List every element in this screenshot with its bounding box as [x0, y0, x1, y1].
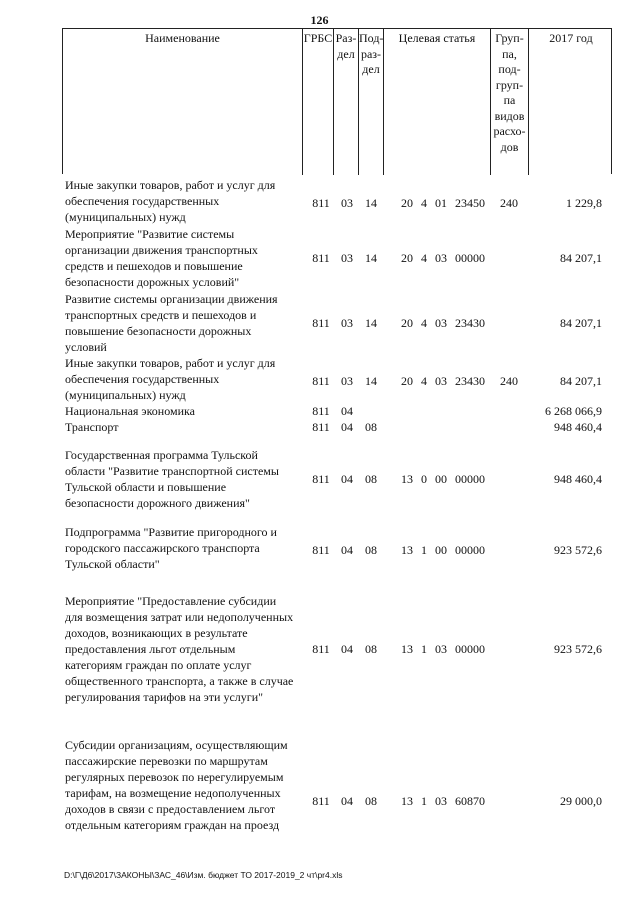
row-target-program: 20	[401, 251, 413, 265]
table-row	[62, 403, 612, 419]
table-row	[62, 447, 612, 511]
row-razdel: 04	[341, 472, 353, 486]
row-target-subprogram: 4	[421, 251, 427, 265]
row-razdel: 03	[341, 374, 353, 388]
row-target-program: 20	[401, 316, 413, 330]
row-target-event: 03	[435, 374, 447, 388]
header-name: Наименование	[63, 29, 303, 175]
row-amount: 29 000,0	[560, 794, 602, 808]
header-grbs: ГРБС	[303, 29, 334, 175]
footer-file-path: D:\Г\Д6\2017\ЗАКОНЫ\ЗАС_46\Изм. бюджет ТО 2017-2019_2 чт\pr4.xls	[64, 870, 343, 880]
table-row	[62, 593, 612, 705]
table-row	[62, 355, 612, 403]
row-podrazdel: 08	[365, 794, 377, 808]
row-amount: 948 460,4	[554, 472, 602, 486]
row-amount: 84 207,1	[560, 374, 602, 388]
row-target-program: 20	[401, 374, 413, 388]
row-amount: 923 572,6	[554, 642, 602, 656]
row-target-direction: 23430	[455, 374, 485, 388]
row-target-subprogram: 4	[421, 196, 427, 210]
row-group: 240	[500, 374, 518, 388]
row-name: Иные закупки товаров, работ и услуг для обеспечения государственных (муниципальных) нужд	[65, 356, 276, 402]
row-podrazdel: 14	[365, 374, 377, 388]
row-target-direction: 23430	[455, 316, 485, 330]
row-grbs: 811	[312, 316, 330, 330]
row-target-event: 03	[435, 642, 447, 656]
row-grbs: 811	[312, 420, 330, 434]
row-grbs: 811	[312, 472, 330, 486]
row-target-subprogram: 0	[421, 472, 427, 486]
row-podrazdel: 08	[365, 420, 377, 434]
row-grbs: 811	[312, 794, 330, 808]
row-target-direction: 00000	[455, 543, 485, 557]
table-row	[62, 419, 612, 435]
header-group: Груп- па, под- груп- па видов расхо- дов	[491, 29, 529, 175]
row-razdel: 03	[341, 316, 353, 330]
row-grbs: 811	[312, 196, 330, 210]
row-amount: 948 460,4	[554, 420, 602, 434]
row-name: Мероприятие "Развитие системы организации движения транспортных средств и пешеходов и повышение безопасности дорожных условий"	[65, 227, 258, 289]
row-name: Субсидии организациям, осуществляющим пассажирские перевозки по маршрутам регулярных перевозок по нерегулируемым тарифам, на возмещение недополученных доходов в связи с предоставлением льгот отдельным категориям граждан на проезд	[65, 738, 288, 832]
header-target: Целевая статья	[384, 29, 491, 175]
row-grbs: 811	[312, 374, 330, 388]
header-podrazdel: Под- раз- дел	[359, 29, 384, 175]
row-target-program: 13	[401, 642, 413, 656]
row-target-subprogram: 1	[421, 543, 427, 557]
row-target-event: 03	[435, 251, 447, 265]
row-name: Мероприятие "Предоставление субсидии для возмещения затрат или недополученных доходов, возникающих в результате предоставления льгот отдельным категориям граждан по оплате услуг общественного транспорта, а также в случае регулирования тарифов на эти услуги"	[65, 594, 294, 704]
row-podrazdel: 14	[365, 316, 377, 330]
row-razdel: 04	[341, 642, 353, 656]
row-target-direction: 60870	[455, 794, 485, 808]
row-target-direction: 00000	[455, 472, 485, 486]
table-row	[62, 524, 612, 572]
row-razdel: 03	[341, 251, 353, 265]
row-razdel: 04	[341, 420, 353, 434]
row-target-event: 03	[435, 316, 447, 330]
row-name: Государственная программа Тульской области "Развитие транспортной системы Тульской области и повышение безопасности дорожного движения"	[65, 448, 279, 510]
table-header	[62, 28, 612, 174]
table-row	[62, 737, 612, 865]
header-razdel: Раз- дел	[334, 29, 359, 175]
row-name: Иные закупки товаров, работ и услуг для обеспечения государственных (муниципальных) нужд	[65, 178, 276, 224]
row-podrazdel: 08	[365, 642, 377, 656]
row-razdel: 04	[341, 543, 353, 557]
row-target-direction: 00000	[455, 251, 485, 265]
row-grbs: 811	[312, 543, 330, 557]
row-razdel: 03	[341, 196, 353, 210]
row-amount: 84 207,1	[560, 316, 602, 330]
row-name: Национальная экономика	[65, 404, 195, 418]
row-target-direction: 23450	[455, 196, 485, 210]
row-name: Транспорт	[65, 420, 119, 434]
row-podrazdel: 08	[365, 543, 377, 557]
table-row	[62, 291, 612, 355]
row-podrazdel: 14	[365, 196, 377, 210]
row-target-subprogram: 4	[421, 374, 427, 388]
row-grbs: 811	[312, 251, 330, 265]
row-amount: 84 207,1	[560, 251, 602, 265]
row-target-subprogram: 1	[421, 642, 427, 656]
row-target-program: 13	[401, 543, 413, 557]
row-target-event: 01	[435, 196, 447, 210]
row-target-event: 00	[435, 543, 447, 557]
row-grbs: 811	[312, 404, 330, 418]
row-name: Развитие системы организации движения транспортных средств и пешеходов и повышение безопасности дорожных условий	[65, 292, 278, 354]
row-grbs: 811	[312, 642, 330, 656]
row-target-program: 13	[401, 472, 413, 486]
row-target-program: 20	[401, 196, 413, 210]
table-row	[62, 226, 612, 290]
row-razdel: 04	[341, 404, 353, 418]
page-number: 126	[310, 13, 329, 27]
table-row	[62, 177, 612, 225]
row-amount: 1 229,8	[566, 196, 602, 210]
row-amount: 923 572,6	[554, 543, 602, 557]
row-target-program: 13	[401, 794, 413, 808]
row-target-direction: 00000	[455, 642, 485, 656]
row-podrazdel: 14	[365, 251, 377, 265]
header-year: 2017 год	[549, 31, 593, 45]
row-podrazdel: 08	[365, 472, 377, 486]
row-target-event: 03	[435, 794, 447, 808]
row-name: Подпрограмма "Развитие пригородного и городского пассажирского транспорта Тульской области"	[65, 525, 277, 571]
row-target-event: 00	[435, 472, 447, 486]
row-amount: 6 268 066,9	[545, 404, 602, 418]
row-group: 240	[500, 196, 518, 210]
row-razdel: 04	[341, 794, 353, 808]
row-target-subprogram: 4	[421, 316, 427, 330]
row-target-subprogram: 1	[421, 794, 427, 808]
